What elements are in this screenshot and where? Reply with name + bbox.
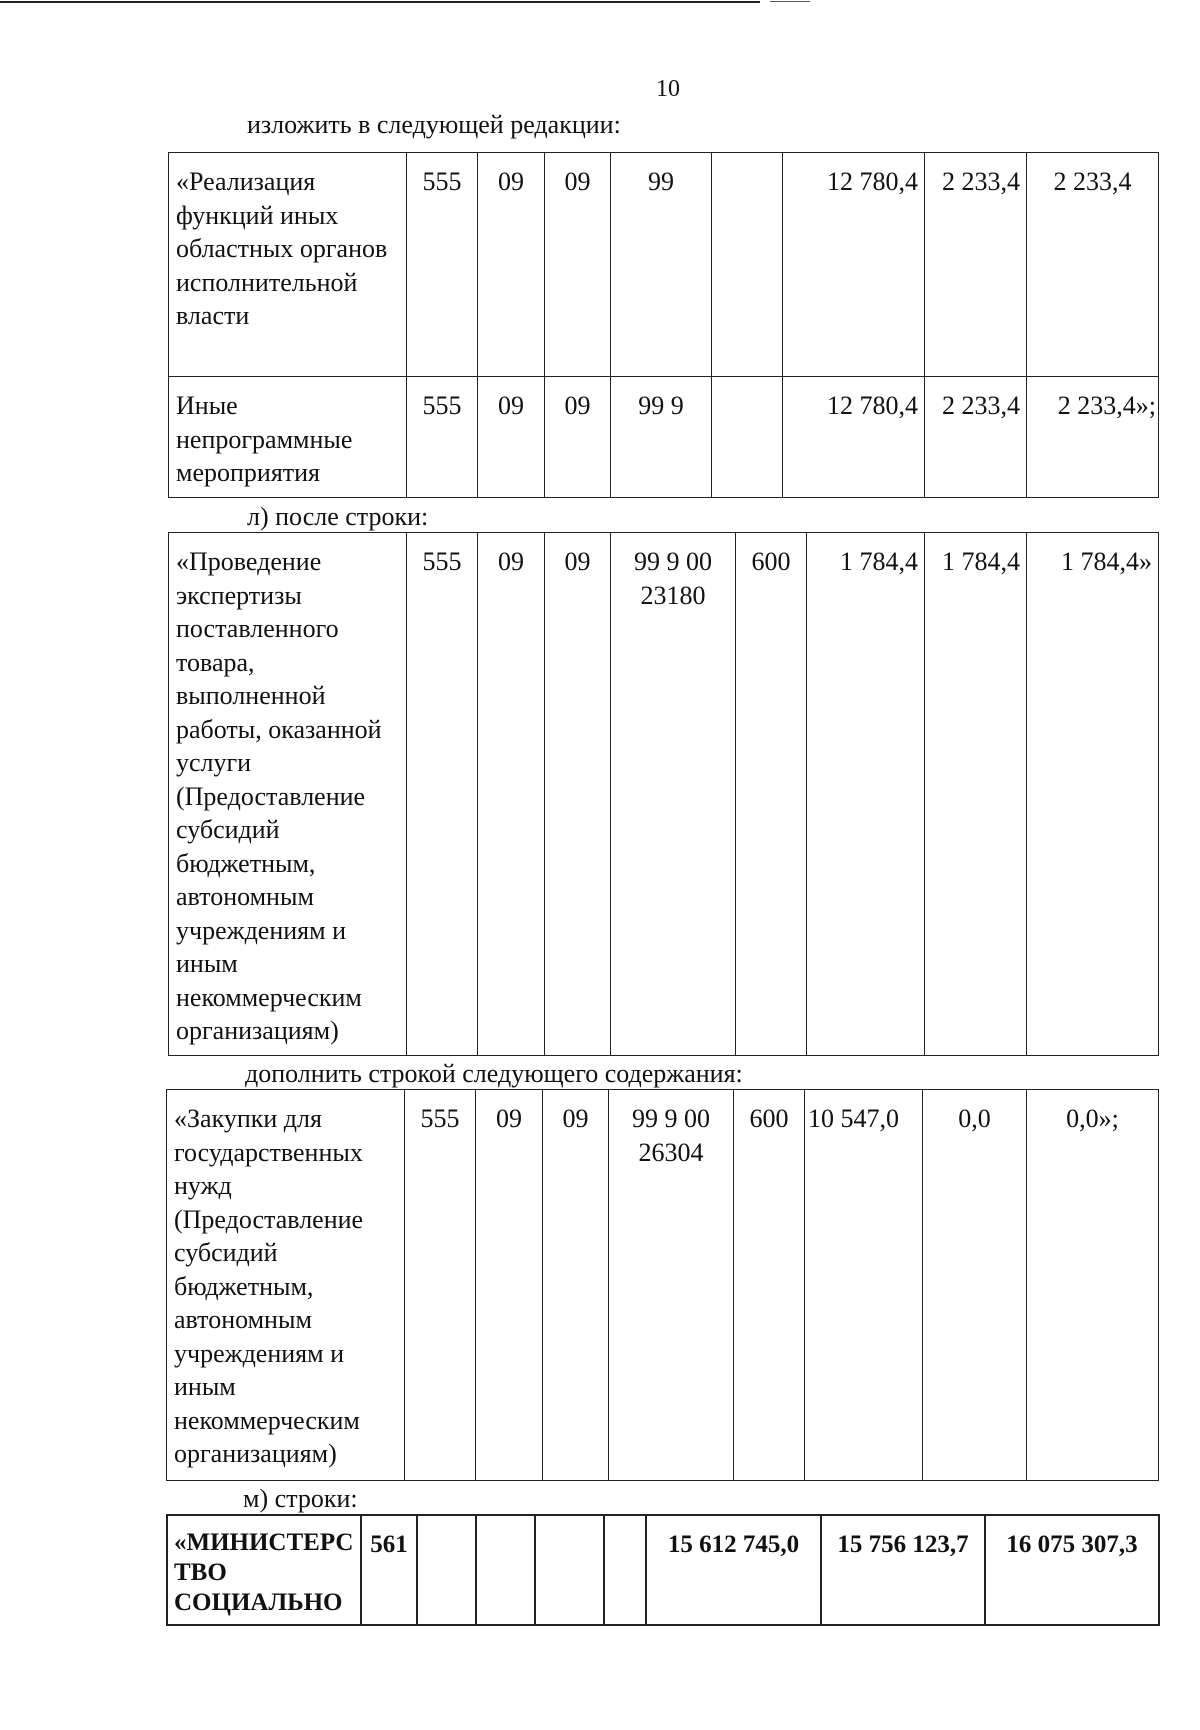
section-code: 09 (478, 533, 545, 1056)
row-name: Иные непрограммные мероприятия (169, 377, 407, 498)
row-name: «Реализация функций иных областных органов исполнительной власти (169, 153, 407, 377)
ministry-code: 555 (405, 1090, 476, 1481)
target-article-code: 99 9 00 23180 (611, 533, 736, 1056)
intro-text-add-row: дополнить строкой следующего содержания: (245, 1059, 743, 1088)
subsection-code: 09 (545, 377, 611, 498)
expense-type-code (712, 377, 783, 498)
table-row (167, 1090, 1159, 1481)
ministry-code: 555 (407, 533, 478, 1056)
ministry-code: 555 (407, 153, 478, 377)
table-row (169, 533, 1159, 1056)
amount-year-1: 12 780,4 (783, 153, 925, 377)
target-article-code (535, 1515, 604, 1625)
amount-year-2: 15 756 123,7 (821, 1515, 985, 1625)
amount-year-1: 15 612 745,0 (646, 1515, 821, 1625)
table-row (169, 377, 1159, 498)
subsection-code (476, 1515, 535, 1625)
ministry-code: 555 (407, 377, 478, 498)
section-code: 09 (476, 1090, 543, 1481)
expense-type-code: 600 (736, 533, 807, 1056)
amount-year-3: 0,0»; (1027, 1090, 1159, 1481)
page-number: 10 (656, 76, 680, 102)
amount-year-1: 10 547,0 (805, 1090, 923, 1481)
intro-text-redaction: изложить в следующей редакции: (247, 110, 621, 139)
table-row (167, 1515, 1159, 1625)
amount-year-3: 2 233,4»; (1027, 377, 1159, 498)
amount-year-2: 2 233,4 (925, 153, 1027, 377)
target-article-code: 99 9 00 26304 (609, 1090, 734, 1481)
section-code (417, 1515, 476, 1625)
amount-year-1: 1 784,4 (807, 533, 925, 1056)
subsection-code: 09 (545, 533, 611, 1056)
top-border-line (0, 1, 760, 3)
table-row (169, 153, 1159, 377)
expense-type-code (604, 1515, 646, 1625)
target-article-code: 99 9 (611, 377, 712, 498)
row-name: «МИНИСТЕРС ТВО СОЦИАЛЬНО (167, 1515, 361, 1625)
row-name: «Закупки для государственных нужд (Предоставление субсидий бюджетным, автономным учреждениям и иным некоммерческим организациям) (167, 1090, 405, 1481)
amount-year-3: 1 784,4» (1027, 533, 1159, 1056)
amount-year-3: 2 233,4 (1027, 153, 1159, 377)
amount-year-2: 2 233,4 (925, 377, 1027, 498)
budget-table-2 (168, 532, 1159, 1056)
intro-text-after-row: л) после строки: (247, 502, 429, 531)
section-code: 09 (478, 153, 545, 377)
expense-type-code (712, 153, 783, 377)
top-border-fragment (770, 1, 810, 2)
amount-year-2: 1 784,4 (925, 533, 1027, 1056)
expense-type-code: 600 (734, 1090, 805, 1481)
intro-text-rows: м) строки: (243, 1484, 358, 1513)
subsection-code: 09 (543, 1090, 609, 1481)
target-article-code: 99 (611, 153, 712, 377)
ministry-code: 561 (361, 1515, 417, 1625)
row-name: «Проведение экспертизы поставленного товара, выполненной работы, оказанной услуги (Предоставление субсидий бюджетным, автономным учреждениям и иным некоммерческим организациям) (169, 533, 407, 1056)
section-code: 09 (478, 377, 545, 498)
amount-year-1: 12 780,4 (783, 377, 925, 498)
subsection-code: 09 (545, 153, 611, 377)
budget-table-1 (168, 152, 1159, 498)
amount-year-2: 0,0 (923, 1090, 1027, 1481)
budget-table-3 (166, 1089, 1159, 1481)
amount-year-3: 16 075 307,3 (985, 1515, 1159, 1625)
budget-table-4 (166, 1514, 1160, 1626)
